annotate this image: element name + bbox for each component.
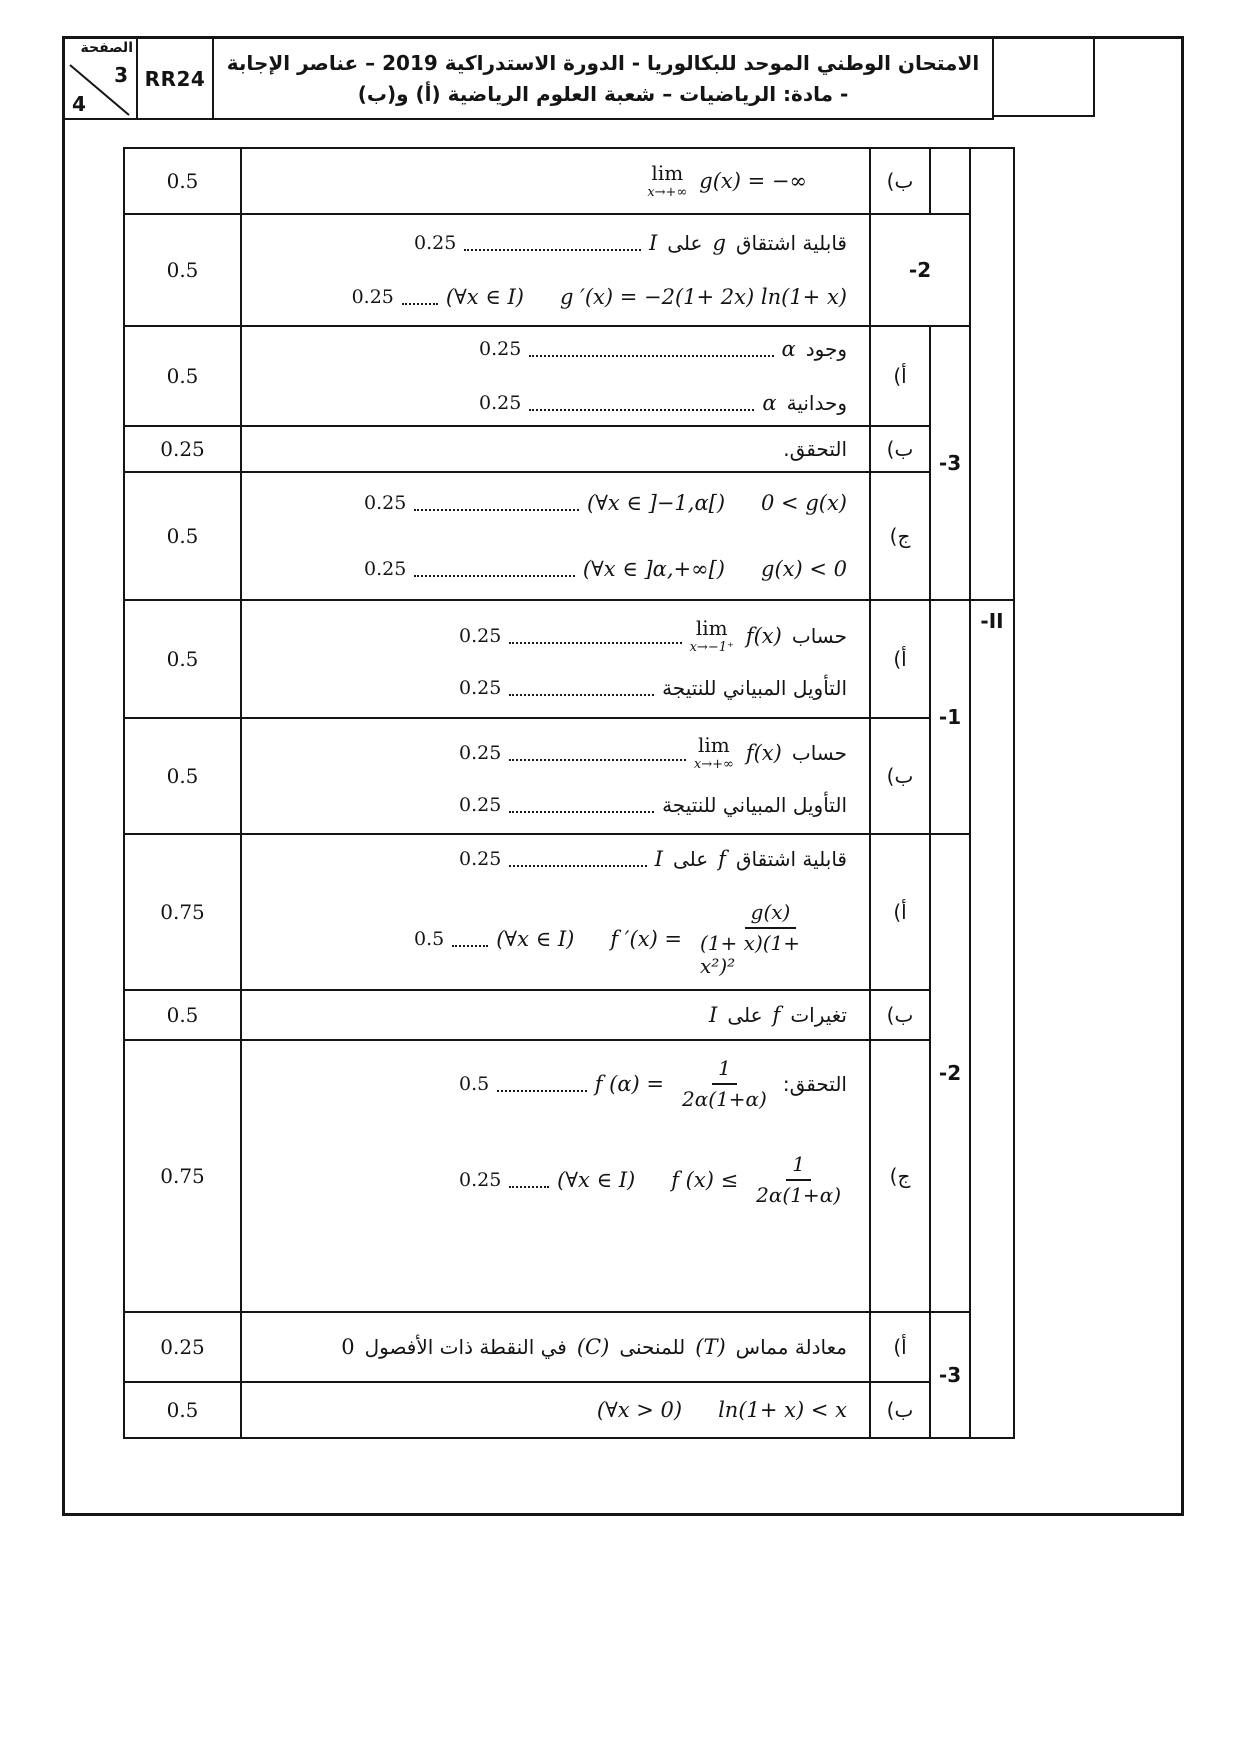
answer-line: [459, 1153, 847, 1207]
table-row: [124, 990, 1014, 1040]
score-value: 0.25: [479, 392, 522, 414]
arabic-text: على: [667, 231, 703, 255]
answer-cell: [241, 1382, 870, 1438]
answer-line: [264, 163, 807, 199]
answer-line: [264, 437, 847, 461]
math-expression: f(x): [745, 741, 782, 765]
dotted-leader: [414, 561, 575, 577]
answer-cell: [241, 990, 870, 1040]
points-value: 0.5: [124, 600, 241, 718]
score-value: 0.5: [459, 1073, 490, 1095]
dotted-leader: [509, 851, 646, 867]
points-value: 0.5: [124, 326, 241, 426]
arabic-text: وجود: [805, 337, 847, 361]
sub-question-label: (ج: [870, 472, 930, 600]
answer-line: [264, 1335, 847, 1359]
arabic-text: وحدانية: [786, 391, 847, 415]
answer-line: [264, 1003, 847, 1027]
arabic-text: التحقق.: [783, 437, 847, 461]
sub-question-label: (ب: [870, 148, 930, 214]
quantifier: (∀x ∈ ]α,+∞[): [582, 557, 726, 581]
answer-cell: [241, 472, 870, 600]
points-value: 0.25: [124, 426, 241, 472]
page-diagonal-line: [65, 57, 138, 119]
sub-question-label: (ب: [870, 718, 930, 834]
answer-cell: [241, 214, 870, 326]
exam-code: RR24: [144, 66, 206, 91]
math-expression: f(x): [745, 624, 782, 648]
dotted-leader: [464, 235, 641, 251]
score-value: 0.25: [364, 558, 407, 580]
table-row: [124, 472, 1014, 600]
dotted-leader: [509, 628, 681, 644]
arabic-text: تغيرات: [790, 1003, 847, 1027]
answer-cell: [241, 326, 870, 426]
fraction: [694, 901, 847, 978]
arabic-text: للمنحنى: [619, 1335, 686, 1359]
header-empty-box: [994, 39, 1095, 117]
score-value: 0.25: [459, 742, 502, 764]
arabic-text: قابلية اشتقاق: [735, 846, 847, 871]
points-value: 0.5: [124, 990, 241, 1040]
arabic-text: التأويل المبياني للنتيجة: [662, 793, 847, 817]
table-row: [124, 326, 1014, 426]
answer-cell: [241, 1312, 870, 1382]
question-number: -2: [930, 834, 970, 1312]
score-value: 0.25: [459, 794, 502, 816]
math-symbol: f: [718, 846, 726, 871]
answer-line: [459, 847, 847, 871]
quantifier: (∀x > 0): [596, 1398, 683, 1422]
math-symbol: α: [762, 391, 777, 415]
dotted-leader: [509, 797, 654, 813]
points-value: 0.5: [124, 214, 241, 326]
sub-question-label: (أ: [870, 600, 930, 718]
quantifier: (∀x ∈ I): [496, 927, 575, 951]
sub-question-label: (ج: [870, 1040, 930, 1312]
answer-line: [459, 793, 847, 817]
math-symbol: (C): [576, 1335, 610, 1359]
page-total-number: 4: [72, 92, 86, 116]
section-label: -II: [970, 600, 1014, 1438]
math-expression: f (x) ≤: [671, 1168, 739, 1192]
quantifier: (∀x ∈ ]−1,α[): [587, 491, 726, 515]
score-value: 0.25: [364, 492, 407, 514]
answer-cell: [241, 148, 870, 214]
dotted-leader: [402, 289, 438, 305]
sub-question-label: (أ: [870, 326, 930, 426]
page-current-number: 3: [114, 63, 128, 87]
points-value: 0.5: [124, 718, 241, 834]
document-page: [62, 36, 1184, 1516]
sub-question-label: (ب: [870, 1382, 930, 1438]
exam-title-line1: الامتحان الوطني الموحد للبكالوريا - الدورة الاستدراكية 2019 – عناصر الإجابة: [226, 51, 980, 75]
dotted-leader: [509, 745, 686, 761]
dotted-leader: [452, 931, 488, 947]
math-expression: 0 < g(x): [761, 491, 847, 515]
answer-line: [414, 231, 847, 255]
math-symbol: (T): [695, 1335, 726, 1359]
table-row: [124, 718, 1014, 834]
answer-line: [459, 676, 847, 700]
dotted-leader: [509, 1172, 549, 1188]
table-row: [124, 600, 1014, 718]
fraction-denominator: 2α(1+α): [682, 1087, 767, 1111]
dotted-leader: [414, 495, 579, 511]
answer-line: [264, 1398, 847, 1422]
math-symbol: α: [781, 337, 796, 361]
score-value: 0.25: [479, 338, 522, 360]
math-symbol: f: [772, 1003, 781, 1027]
arabic-text: حساب: [791, 624, 847, 648]
points-value: 0.5: [124, 472, 241, 600]
score-value: 0.25: [459, 847, 502, 870]
score-value: 0.25: [459, 677, 502, 699]
answer-cell: [241, 718, 870, 834]
table-row: [124, 214, 1014, 326]
limit-expression: [647, 163, 807, 199]
page-label: الصفحة: [80, 40, 133, 56]
fraction-denominator: 2α(1+α): [756, 1183, 841, 1207]
exam-code-box: [138, 39, 214, 120]
lim-stack: lim x→+∞: [693, 733, 734, 772]
arabic-text: معادلة مماس: [735, 1335, 847, 1359]
limit-expression: [694, 735, 782, 771]
math-expression: g(x) < 0: [761, 557, 847, 581]
arabic-text: على: [672, 846, 709, 871]
exam-title-line2: - مادة: الرياضيات – شعبة العلوم الرياضية (أ) و(ب): [357, 82, 849, 106]
table-row: [124, 834, 1014, 990]
answer-line: [479, 337, 847, 361]
page-indicator: [65, 39, 138, 120]
fraction-numerator: 1: [712, 1057, 737, 1085]
answer-line: [351, 285, 847, 309]
equation-group: [610, 901, 847, 978]
fraction-numerator: g(x): [745, 901, 797, 929]
dotted-leader: [529, 395, 754, 411]
score-value: 0.25: [414, 232, 457, 254]
sub-question-label: (ب: [870, 426, 930, 472]
arabic-text: التأويل المبياني للنتيجة: [662, 676, 847, 700]
fraction-denominator: (1+ x)(1+ x²)²: [700, 930, 801, 978]
answer-line: [459, 1057, 847, 1111]
table-row: [124, 426, 1014, 472]
dotted-leader: [529, 341, 773, 357]
dotted-leader: [497, 1076, 587, 1092]
quantifier: (∀x ∈ I): [557, 1168, 636, 1192]
arabic-text: حساب: [791, 741, 847, 765]
equation-group: [671, 1153, 847, 1207]
points-value: 0.75: [124, 1040, 241, 1312]
sub-question-label: (أ: [870, 1312, 930, 1382]
lim-stack: lim x→−1⁺: [689, 616, 734, 655]
math-expression: f (α) =: [594, 1072, 665, 1096]
table-row: [124, 1382, 1014, 1438]
lim-stack: lim x→+∞: [647, 161, 688, 200]
points-value: 0.75: [124, 834, 241, 990]
limit-expression: [690, 618, 782, 654]
math-expression: g ′(x) = −2(1+ 2x) ln(1+ x): [559, 285, 847, 309]
points-value: 0.5: [124, 1382, 241, 1438]
score-value: 0.25: [351, 286, 394, 308]
score-value: 0.5: [414, 928, 445, 950]
score-value: 0.25: [459, 625, 502, 647]
arabic-text: قابلية اشتقاق: [735, 231, 847, 255]
exam-title-box: [214, 39, 994, 120]
question-number: -3: [930, 1312, 970, 1438]
math-expression: f ′(x) =: [610, 927, 683, 951]
math-expression: g(x) = −∞: [699, 169, 807, 193]
equation-group: [595, 1057, 773, 1111]
table-row: [124, 148, 1014, 214]
quantifier: (∀x ∈ I): [445, 285, 524, 309]
table-row: [124, 1040, 1014, 1312]
answer-line: [459, 618, 847, 654]
table-row: [124, 1312, 1014, 1382]
sub-question-label: (أ: [870, 834, 930, 990]
question-number: -1: [930, 600, 970, 834]
answer-line: [479, 391, 847, 415]
fraction-numerator: 1: [786, 1153, 811, 1181]
answer-line: [459, 735, 847, 771]
math-symbol: I: [648, 231, 658, 255]
fraction: [676, 1057, 773, 1111]
answer-line: [364, 557, 847, 581]
answer-line: [414, 901, 847, 978]
answer-cell: [241, 426, 870, 472]
math-symbol: g: [712, 231, 726, 255]
points-value: 0.5: [124, 148, 241, 214]
question-number: -2: [870, 214, 970, 326]
arabic-text: في النقطة ذات الأفصول: [364, 1335, 567, 1359]
answer-cell: [241, 1040, 870, 1312]
answer-key-table: [123, 147, 1015, 1439]
sub-question-label: (ب: [870, 990, 930, 1040]
arabic-text: التحقق:: [782, 1072, 847, 1096]
arabic-text: على: [727, 1003, 763, 1027]
question-number-cell: [930, 148, 970, 214]
math-expression: ln(1+ x) < x: [718, 1398, 847, 1422]
answer-cell: [241, 600, 870, 718]
math-symbol: I: [709, 1003, 718, 1027]
math-symbol: 0: [341, 1335, 355, 1359]
section-cell: [970, 148, 1014, 600]
math-symbol: I: [654, 846, 663, 871]
fraction: [750, 1153, 847, 1207]
points-value: 0.25: [124, 1312, 241, 1382]
question-number: -3: [930, 326, 970, 600]
score-value: 0.25: [459, 1169, 502, 1191]
dotted-leader: [509, 680, 654, 696]
answer-cell: [241, 834, 870, 990]
answer-line: [364, 491, 847, 515]
